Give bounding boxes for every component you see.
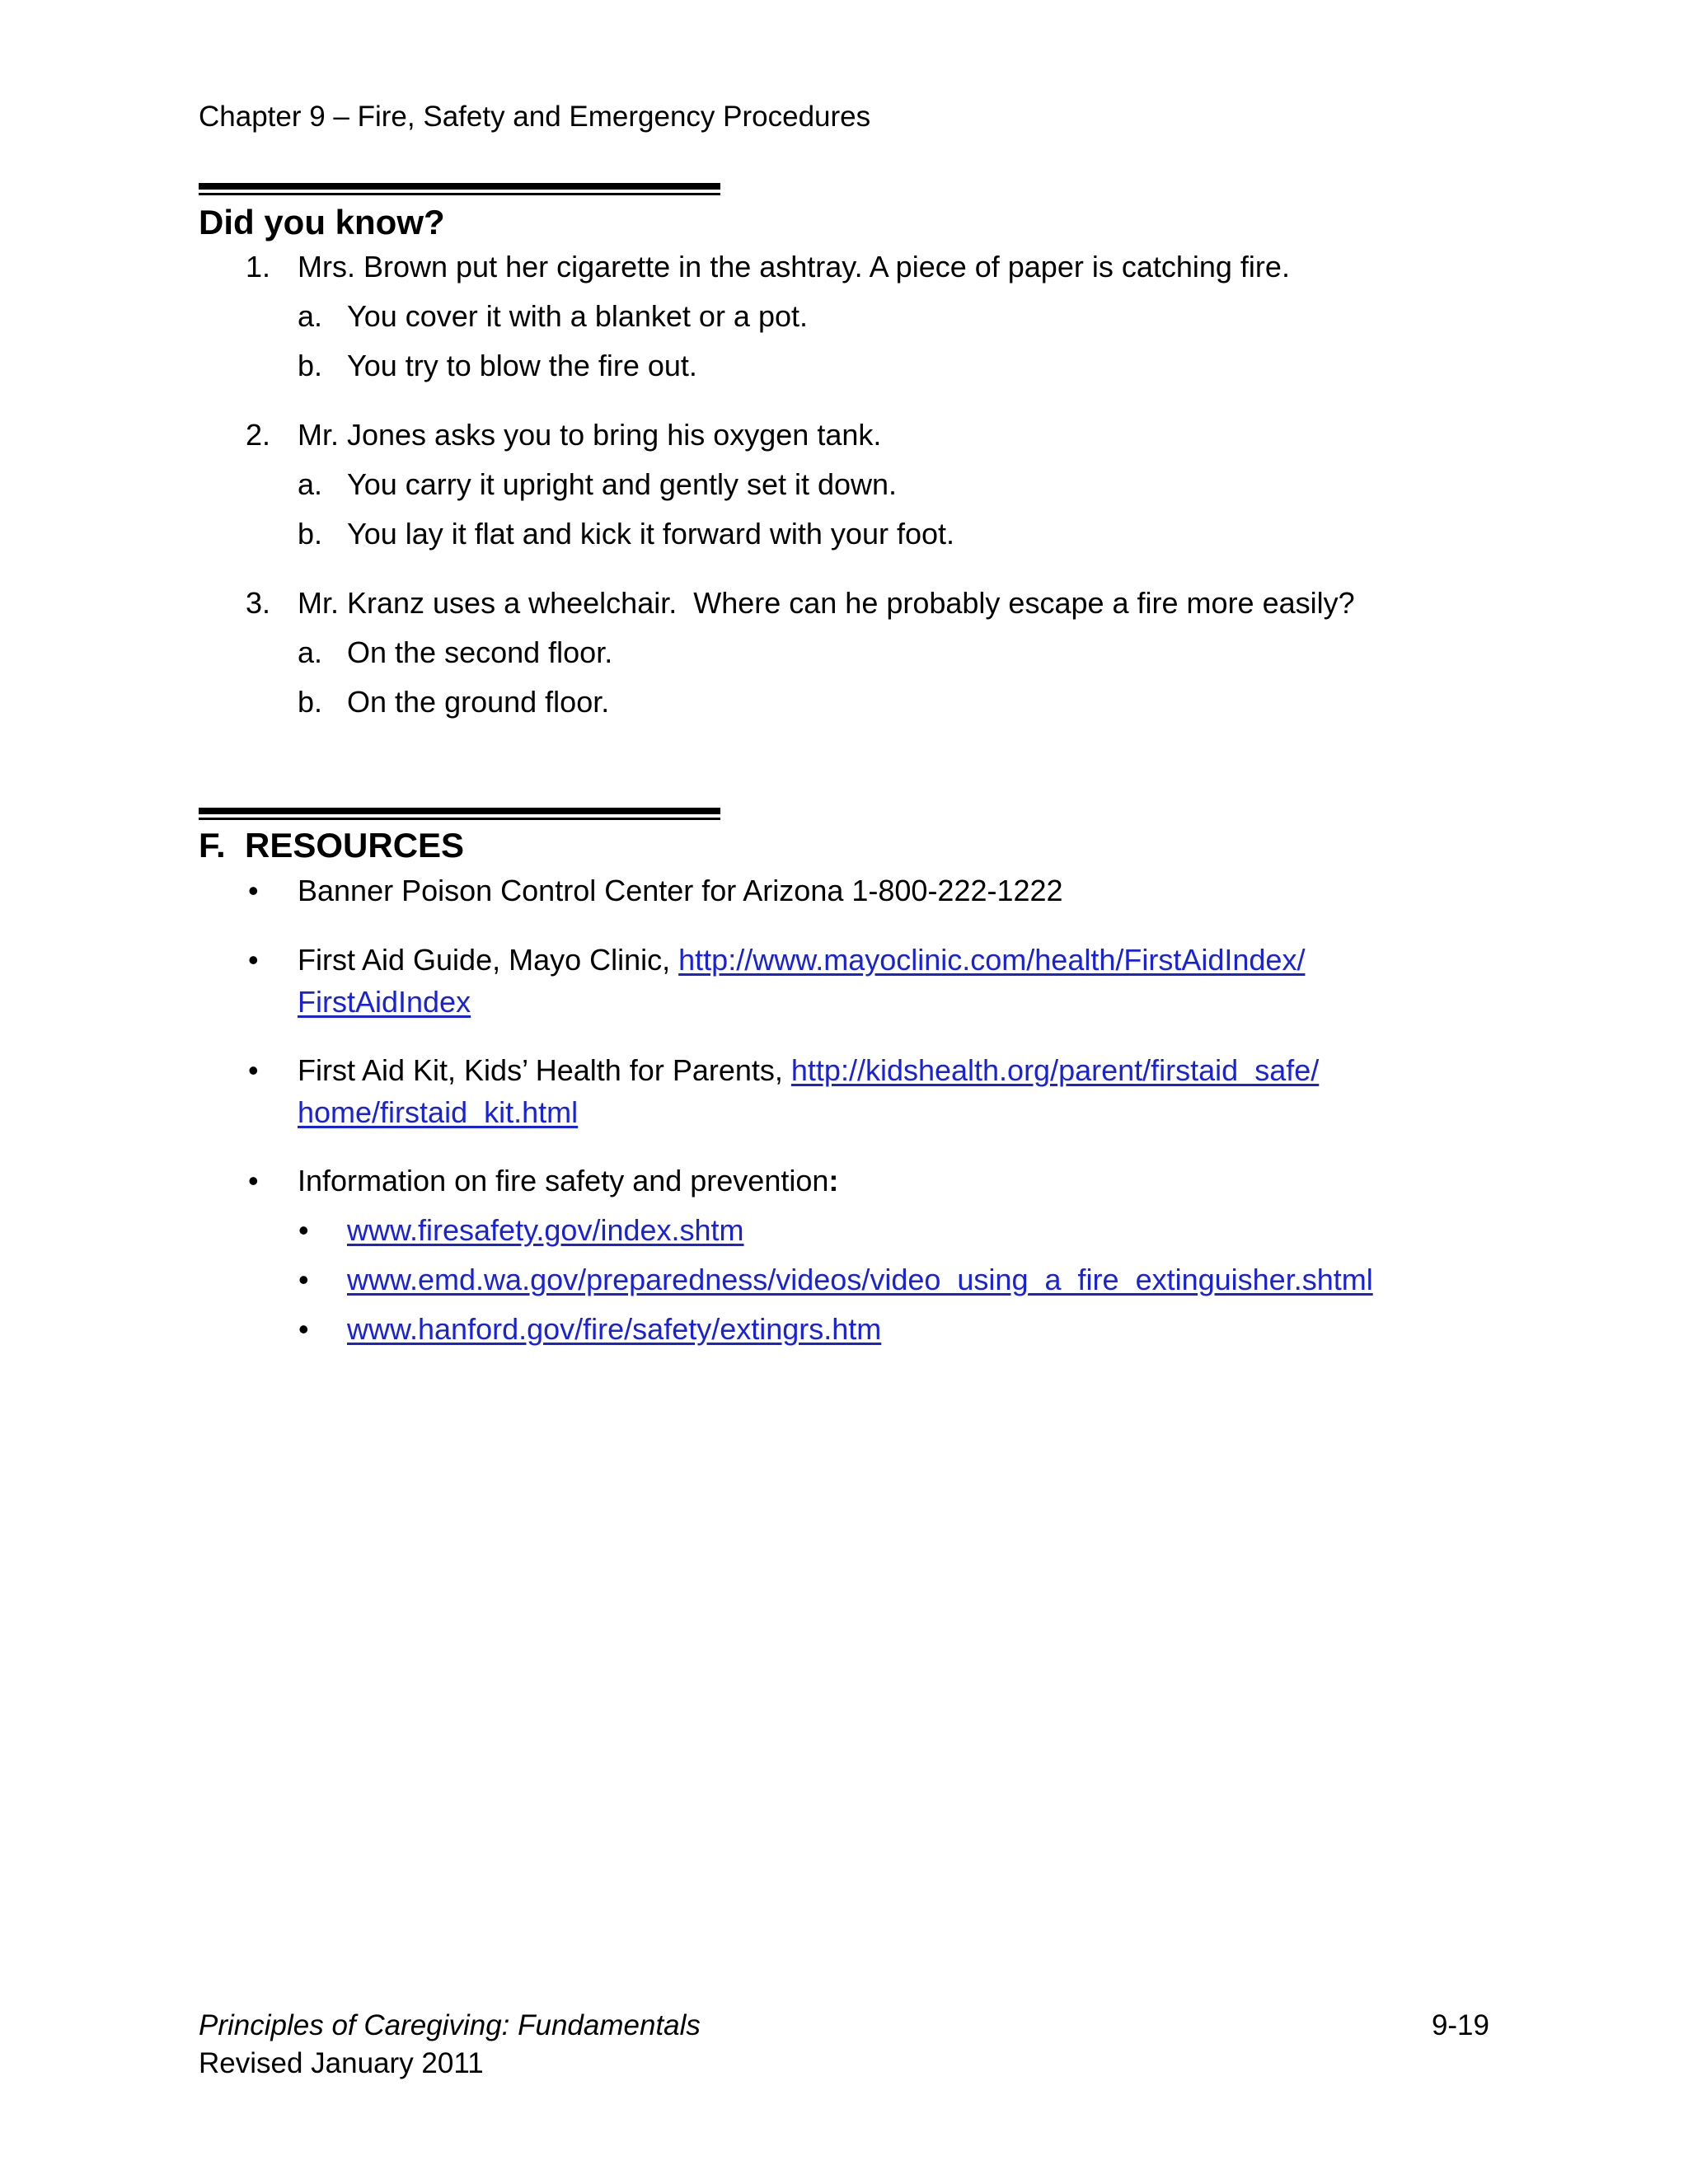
kids-health-link-continued[interactable]: home/firstaid_kit.html <box>298 1095 579 1129</box>
option-text: On the ground floor. <box>347 685 610 719</box>
question-number: 2. <box>246 418 271 452</box>
footer-page-number: 9-19 <box>1431 2009 1489 2041</box>
question-text: Mr. Kranz uses a wheelchair. Where can he probably escape a fire more easily? <box>298 586 1355 620</box>
option-letter: b. <box>298 517 323 551</box>
bullet-icon: • <box>248 943 259 977</box>
mayo-clinic-link-continued[interactable]: FirstAidIndex <box>298 985 471 1019</box>
resource-colon: : <box>828 1164 839 1197</box>
question-number: 1. <box>246 250 271 284</box>
bullet-icon: • <box>248 1053 259 1087</box>
section-rule-resources <box>199 808 720 820</box>
option-letter: b. <box>298 685 323 719</box>
bullet-icon: • <box>298 1312 309 1346</box>
running-header: Chapter 9 – Fire, Safety and Emergency Procedures <box>199 101 871 133</box>
hanford-link[interactable]: www.hanford.gov/fire/safety/extingrs.htm <box>347 1312 882 1346</box>
option-text: On the second floor. <box>347 635 613 669</box>
footer-book-title: Principles of Caregiving: Fundamentals <box>199 2009 701 2041</box>
heading-resources: F. RESOURCES <box>199 826 465 865</box>
bullet-icon: • <box>298 1263 309 1296</box>
option-letter: a. <box>298 299 323 333</box>
option-letter: a. <box>298 467 323 501</box>
resource-link-continuation <box>298 1094 578 1132</box>
bullet-icon: • <box>298 1213 309 1247</box>
question-number: 3. <box>246 586 271 620</box>
option-text: You carry it upright and gently set it down. <box>347 467 898 501</box>
bullet-icon: • <box>248 1164 259 1197</box>
kids-health-link[interactable]: http://kidshealth.org/parent/firstaid_safe/ <box>790 1053 1320 1087</box>
option-text: You cover it with a blanket or a pot. <box>347 299 809 333</box>
section-rule-did-you-know <box>199 183 720 195</box>
resource-text: Banner Poison Control Center for Arizona 1-800-222-1222 <box>298 874 1063 907</box>
resource-text: First Aid Guide, Mayo Clinic, <box>298 943 679 977</box>
mayo-clinic-link[interactable]: http://www.mayoclinic.com/health/FirstAidIndex/ <box>678 943 1306 977</box>
emd-wa-link[interactable]: www.emd.wa.gov/preparedness/videos/video_using_a_fire_extinguisher.shtml <box>347 1263 1373 1296</box>
firesafety-link[interactable]: www.firesafety.gov/index.shtm <box>347 1213 744 1247</box>
footer-revised-date: Revised January 2011 <box>199 2047 484 2079</box>
question-text: Mrs. Brown put her cigarette in the ashtray. A piece of paper is catching fire. <box>298 250 1290 284</box>
heading-did-you-know: Did you know? <box>199 203 445 241</box>
resource-line <box>298 1162 838 1200</box>
option-letter: b. <box>298 349 323 382</box>
resource-line <box>298 1052 1319 1090</box>
option-letter: a. <box>298 635 323 669</box>
resource-link-continuation <box>298 983 471 1021</box>
resource-line <box>298 941 1305 979</box>
resource-text: First Aid Kit, Kids’ Health for Parents, <box>298 1053 791 1087</box>
option-text: You lay it flat and kick it forward with your foot. <box>347 517 955 551</box>
bullet-icon: • <box>248 874 259 907</box>
resource-text: Information on fire safety and prevention <box>298 1164 829 1197</box>
question-text: Mr. Jones asks you to bring his oxygen tank. <box>298 418 882 452</box>
option-text: You try to blow the fire out. <box>347 349 697 382</box>
